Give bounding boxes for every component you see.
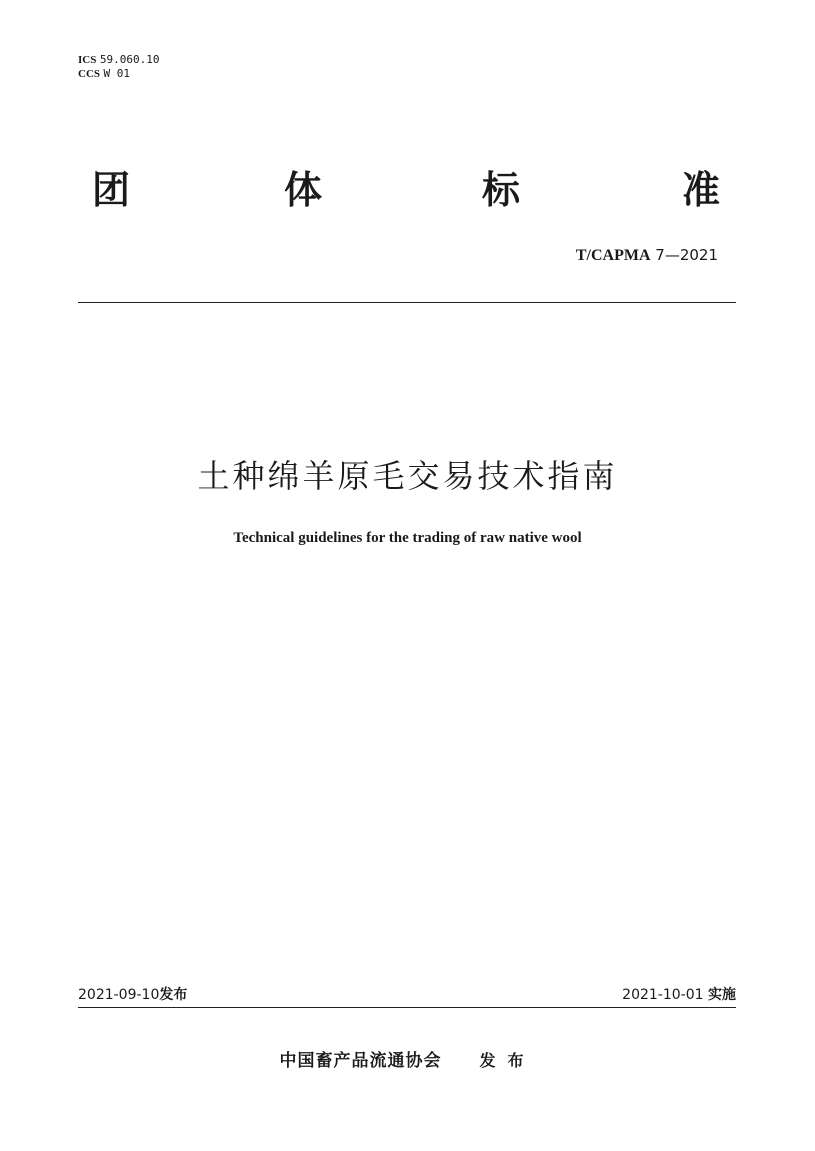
standard-code-prefix: T/CAPMA [575,247,651,264]
footer-divider [78,1007,736,1008]
publisher-action: 发布 [479,1051,536,1070]
category-char-1: 团 [92,168,131,212]
standard-category-heading [78,160,736,220]
document-title-english: Technical guidelines for the trading of raw native wool [233,530,582,546]
ics-value: 59.060.10 [99,53,160,66]
ccs-code [78,67,159,81]
category-char-3: 标 [482,168,521,212]
implement-date: 2021-10-01 [622,987,704,1003]
implement-date-block [622,984,736,1004]
ics-label: ICS [78,54,97,66]
ccs-label: CCS [78,68,101,80]
ics-code [78,53,159,67]
classification-codes [78,53,159,81]
header-divider [78,302,736,303]
standard-code-number: 7—2021 [655,246,718,264]
issue-date: 2021-09-10 [78,987,160,1003]
ccs-value: W 01 [103,67,131,80]
document-title-chinese: 土种绵羊原毛交易技术指南 [197,457,618,495]
publisher-name: 中国畜产品流通协会 [279,1051,442,1071]
category-char-2: 体 [284,168,323,212]
issue-date-block [78,984,187,1004]
implement-label: 实施 [708,987,736,1003]
issue-label: 发布 [159,987,188,1003]
publisher-block [0,1046,815,1071]
category-char-4: 准 [682,168,721,212]
standard-code [576,246,718,265]
